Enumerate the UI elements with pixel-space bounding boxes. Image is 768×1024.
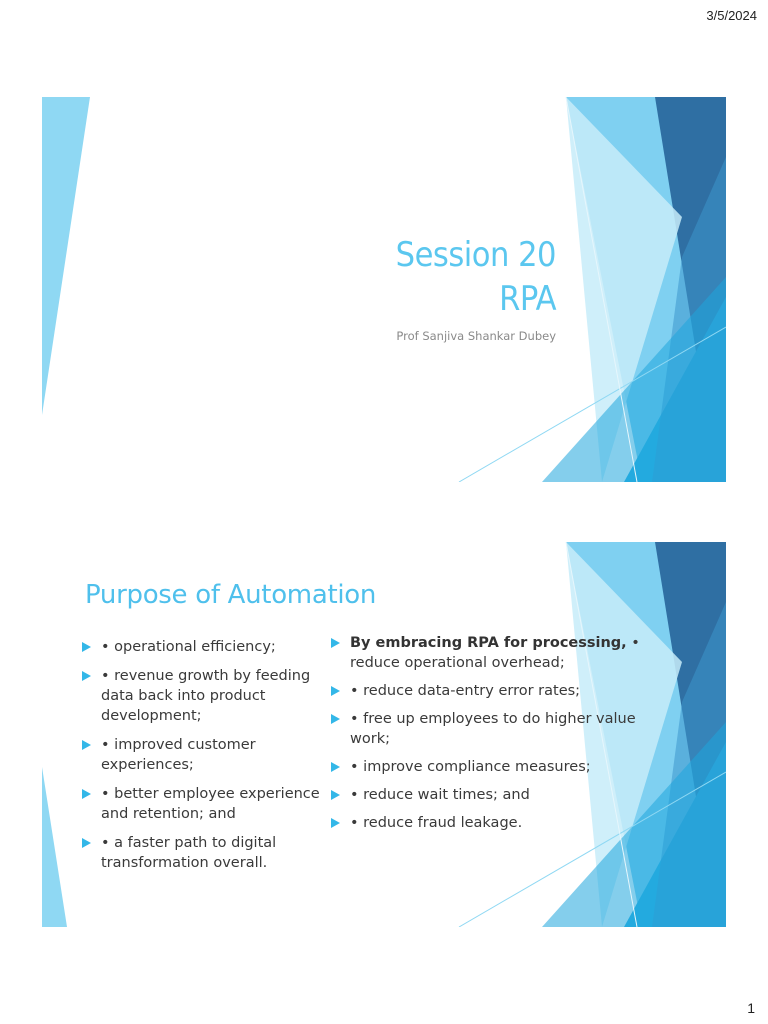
slide-decoration [42, 97, 726, 482]
triangle-bullet-icon [82, 671, 91, 681]
slide-title [42, 97, 726, 482]
page-number: 1 [747, 1000, 755, 1016]
slide-purpose [42, 542, 726, 927]
title-block [396, 233, 556, 343]
triangle-bullet-icon [82, 740, 91, 750]
list-item: • reduce data-entry error rates; [331, 681, 671, 701]
triangle-bullet-icon [331, 790, 340, 800]
left-sliver-shape [42, 97, 90, 415]
list-item: • improved customer experiences; [82, 735, 327, 775]
left-sliver-shape [42, 767, 67, 927]
list-item: • better employee experience and retention; and [82, 784, 327, 824]
list-item: • a faster path to digital transformation overall. [82, 833, 327, 873]
list-item: • reduce fraud leakage. [331, 813, 671, 833]
list-item: • reduce wait times; and [331, 785, 671, 805]
triangle-bullet-icon [82, 642, 91, 652]
triangle-bullet-icon [331, 714, 340, 724]
triangle-bullet-icon [82, 838, 91, 848]
slide-title-line2: RPA [499, 279, 556, 319]
bullet-list-left [82, 637, 327, 882]
triangle-bullet-icon [331, 818, 340, 828]
slide-heading: Purpose of Automation [85, 580, 377, 610]
slide-subtitle: Prof Sanjiva Shankar Dubey [396, 329, 556, 343]
list-item: • operational efficiency; [82, 637, 327, 657]
list-item: By embracing RPA for processing, • reduce operational overhead; [331, 633, 671, 673]
triangle-bullet-icon [331, 638, 340, 648]
page-date: 3/5/2024 [706, 8, 757, 23]
bold-lead-text: By embracing RPA for processing, [350, 635, 627, 651]
list-item: • free up employees to do higher value work; [331, 709, 671, 749]
list-item: • revenue growth by feeding data back into product development; [82, 666, 327, 726]
slide-title-line1: Session 20 [395, 235, 556, 275]
list-item: • improve compliance measures; [331, 757, 671, 777]
triangle-bullet-icon [331, 686, 340, 696]
triangle-bullet-icon [331, 762, 340, 772]
triangle-bullet-icon [82, 789, 91, 799]
bullet-list-right [331, 633, 671, 841]
